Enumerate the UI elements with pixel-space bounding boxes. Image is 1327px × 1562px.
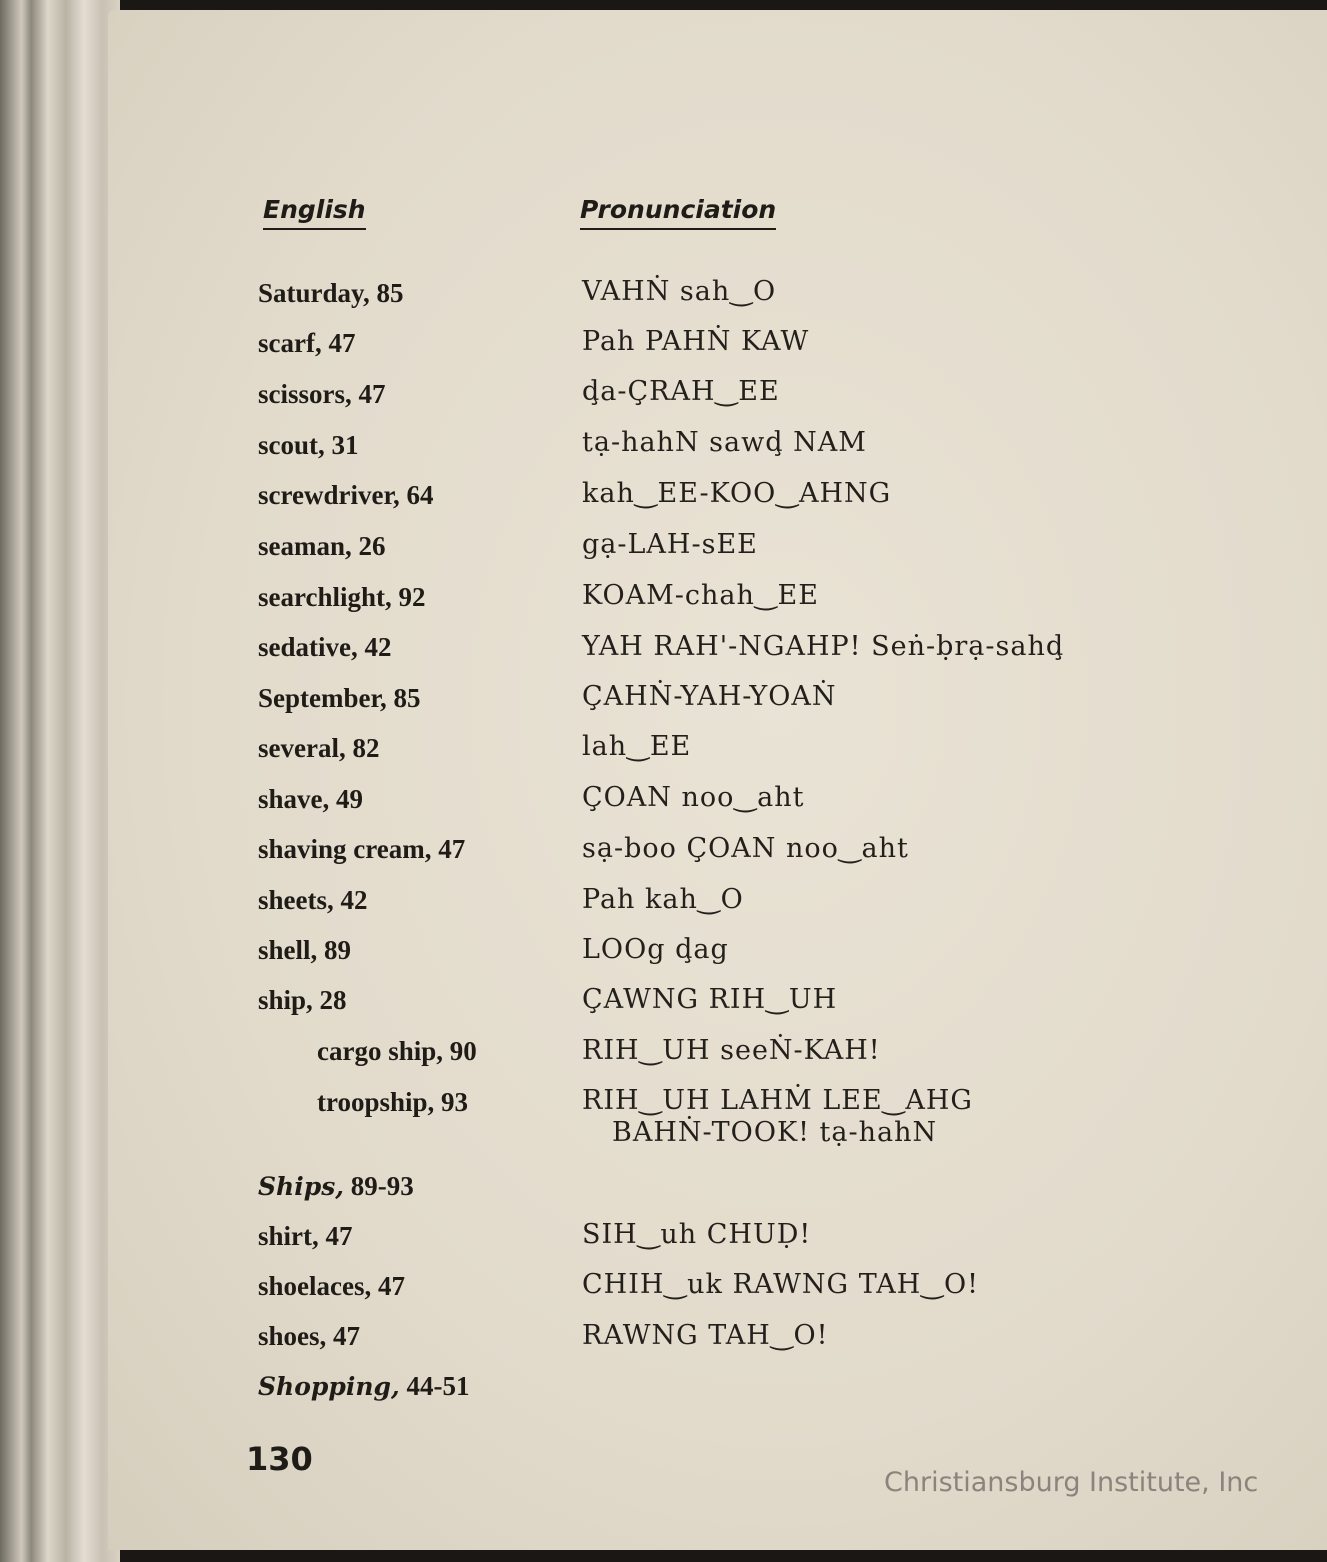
entry-pronunciation: ÇOAN noo‿aht <box>582 782 805 813</box>
pronunciation-column-heading: Pronunciation <box>580 195 776 230</box>
entry-english: scarf, 47 <box>258 328 356 358</box>
entry-pronunciation: Pah kah‿O <box>582 884 744 915</box>
entry-pronunciation: CHIH‿uk RAWNG TAH‿O! <box>582 1269 979 1300</box>
entry-pronunciation: kah‿EE-KOO‿AHNG <box>582 478 892 509</box>
entry-pronunciation: tạ-hahN sawḑ NAM <box>582 427 867 458</box>
section-pages: 89-93 <box>350 1171 414 1201</box>
entry-english-sub: troopship, 93 <box>317 1087 469 1117</box>
entry-english: shoes, 47 <box>258 1321 361 1351</box>
entry-pronunciation: LOOg ḑag <box>582 934 729 965</box>
section-term: Ships, <box>258 1172 344 1201</box>
english-column-heading: English <box>263 195 366 230</box>
entry-english: shaving cream, 47 <box>258 834 466 864</box>
entry-pronunciation: sạ-boo ÇOAN noo‿aht <box>582 833 909 864</box>
entry-english: screwdriver, 64 <box>258 480 434 510</box>
entry-pronunciation: YAH RAH'-NGAHP! Seṅ-ḅrạ-sahḑ <box>582 631 1065 662</box>
pronunciation-continuation: BAHṄ-TOOK! tạ-hahN <box>612 1117 938 1148</box>
page-edge <box>0 0 120 1562</box>
entry-english: scout, 31 <box>258 430 359 460</box>
entry-pronunciation: RAWNG TAH‿O! <box>582 1320 829 1351</box>
entry-pronunciation: RIH‿UH seeṄ-KAH! <box>582 1035 881 1066</box>
entry-pronunciation: KOAM-chah‿EE <box>582 580 819 611</box>
entry-english: seaman, 26 <box>258 531 386 561</box>
entry-english-sub: cargo ship, 90 <box>317 1036 477 1066</box>
entry-english: sheets, 42 <box>258 885 368 915</box>
entry-english: scissors, 47 <box>258 379 386 409</box>
book-page <box>108 10 1327 1550</box>
entry-english: shave, 49 <box>258 784 364 814</box>
entry-pronunciation: ÇAWNG RIH‿UH <box>582 984 838 1015</box>
entry-english: Saturday, 85 <box>258 278 404 308</box>
entry-english-section <box>258 1171 414 1202</box>
page-number: 130 <box>246 1440 313 1478</box>
entry-pronunciation: ḑa-ÇRAH‿EE <box>582 376 780 407</box>
entry-english: shell, 89 <box>258 935 352 965</box>
entry-pronunciation: Pah PAHṄ KAW <box>582 326 810 357</box>
entry-pronunciation: VAHṄ sah‿O <box>582 276 777 307</box>
section-term: Shopping, <box>258 1372 400 1401</box>
entry-pronunciation: lah‿EE <box>582 731 692 762</box>
entry-pronunciation <box>582 1085 973 1150</box>
entry-english: several, 82 <box>258 733 380 763</box>
section-pages: 44-51 <box>406 1371 470 1401</box>
entry-english: searchlight, 92 <box>258 582 426 612</box>
entry-english-section <box>258 1371 469 1402</box>
entry-pronunciation: gạ-LAH-sEE <box>582 529 758 560</box>
watermark: Christiansburg Institute, Inc <box>884 1467 1259 1498</box>
entry-english: shirt, 47 <box>258 1221 353 1251</box>
entry-pronunciation: SIH‿uh CHUḌ! <box>582 1219 812 1250</box>
entry-english: ship, 28 <box>258 985 347 1015</box>
pronunciation-line: RIH‿UH LAHṀ LEE‿AHG <box>582 1085 973 1116</box>
entry-english: shoelaces, 47 <box>258 1271 405 1301</box>
entry-english: sedative, 42 <box>258 632 392 662</box>
entry-english: September, 85 <box>258 683 421 713</box>
entry-pronunciation: ÇAHṄ-YAH-YOAṄ <box>582 681 837 712</box>
